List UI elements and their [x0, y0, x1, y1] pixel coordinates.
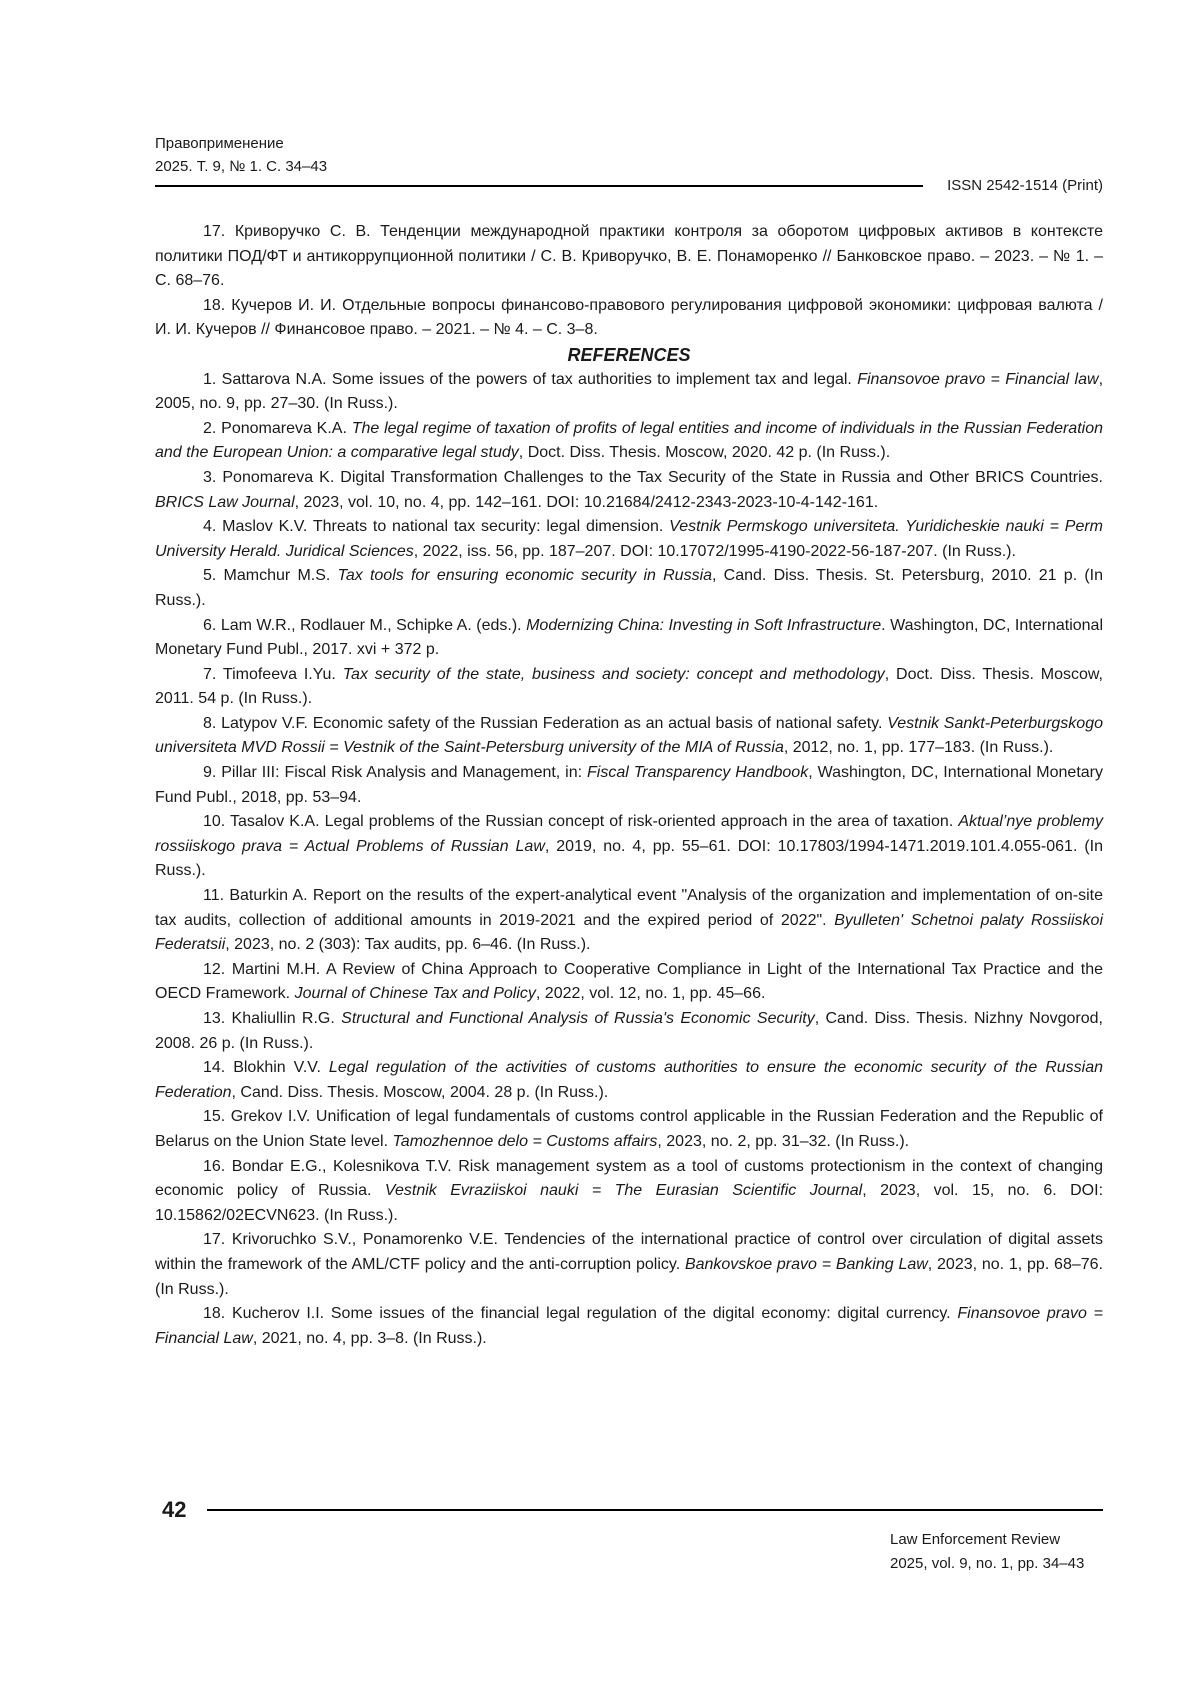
reference-source-title: Finansovoe pravo = Financial Law: [155, 1305, 1103, 1347]
reference-source-title: Finansovoe pravo = Financial law: [857, 370, 1099, 388]
reference-entry: [155, 663, 1103, 712]
reference-source-title: Tax security of the state, business and society: concept and methodology: [342, 665, 885, 683]
page-body: [155, 220, 1103, 1351]
reference-entry: [155, 712, 1103, 761]
running-footer: [890, 1528, 1084, 1576]
reference-text: 7. Timofeeva I.Yu.: [203, 665, 343, 683]
reference-entry: [155, 368, 1103, 417]
reference-details: . Washington, DC, International Monetary Fund Publ., 2017. xvi + 372 p.: [155, 616, 1103, 659]
reference-source-title: Fiscal Transparency Handbook: [587, 764, 809, 782]
reference-entry: [155, 761, 1103, 810]
reference-source-title: Bankovskoe pravo = Banking Law: [684, 1255, 928, 1273]
reference-source-title: Vestnik Sankt-Peterburgskogo universiteta MVD Rossii = Vestnik of the Saint-Petersburg university of the MIA of Russia: [155, 714, 1104, 757]
header-rule: [155, 185, 923, 187]
reference-source-title: The legal regime of taxation of profits of legal entities and income of individuals in the Russian Federation and the European Union: a comparative legal study: [155, 419, 1104, 462]
reference-source-title: Structural and Functional Analysis of Russia's Economic Security: [341, 1010, 815, 1027]
reference-entry: [155, 1228, 1103, 1302]
running-header: [155, 132, 327, 178]
issn-label: ISSN 2542-1514 (Print): [947, 177, 1103, 194]
reference-details: , Cand. Diss. Thesis. Moscow, 2004. 28 p. (In Russ.).: [231, 1083, 609, 1101]
issue-info-ru: 2025. Т. 9, № 1. С. 34–43: [155, 158, 328, 175]
reference-source-title: Aktual’nye problemy rossiiskogo prava = Actual Problems of Russian Law: [155, 813, 1104, 855]
ru-reference-18: 18. Кучеров И. И. Отдельные вопросы финансово-правового регулирования цифровой экономики: цифровая валюта / И. И. Кучеров // Финансовое право. – 2021. – № 4. – С. 3–8.: [155, 296, 1103, 339]
reference-entry: [155, 564, 1103, 613]
reference-source-title: Tamozhennoe delo = Customs affairs: [392, 1132, 658, 1150]
reference-entry: [155, 614, 1103, 663]
reference-source-title: Vestnik Evraziiskoi nauki = The Eurasian Scientific Journal: [384, 1182, 863, 1200]
reference-entry: [155, 810, 1103, 884]
references-list: [155, 368, 1103, 1352]
reference-text: 10. Tasalov K.A. Legal problems of the Russian concept of risk-oriented approach in the area of taxation.: [203, 813, 959, 831]
issue-info-en: 2025, vol. 9, no. 1, pp. 34–43: [890, 1555, 1085, 1572]
reference-text: 8. Latypov V.F. Economic safety of the Russian Federation as an actual basis of national safety.: [203, 714, 888, 732]
reference-entry: [155, 1056, 1103, 1105]
reference-entry: [155, 515, 1103, 564]
reference-text: 2. Ponomareva K.A.: [203, 419, 352, 437]
reference-text: 4. Maslov K.V. Threats to national tax security: legal dimension.: [203, 518, 670, 536]
reference-source-title: Journal of Chinese Tax and Policy: [294, 985, 536, 1003]
reference-entry: [155, 958, 1103, 1007]
footer-rule: [207, 1509, 1103, 1511]
reference-text: 17. Krivoruchko S.V., Ponamorenko V.E. Tendencies of the international practice of control over circulation of digital assets within the framework of the AML/CTF policy and the anti-corruption policy.: [155, 1231, 1103, 1273]
reference-details: , 2023, no. 1, pp. 68–76. (In Russ.).: [155, 1255, 1103, 1298]
ru-reference-17: 17. Криворучко С. В. Тенденции международной практики контроля за оборотом цифровых активов в контексте политики ПОД/ФТ и антикоррупционной политики / С. В. Криворучко, В. Е. Понаморенко // Банковское право. – 2023. – № 1. – С. 68–76.: [155, 223, 1103, 290]
reference-source-title: BRICS Law Journal: [155, 493, 295, 511]
reference-details: , Doct. Diss. Thesis. Moscow, 2020. 42 p. (In Russ.).: [518, 444, 891, 462]
reference-entry: [155, 1155, 1103, 1229]
references-heading: REFERENCES: [567, 344, 691, 365]
reference-entry: [155, 1105, 1103, 1154]
reference-text: 3. Ponomareva K. Digital Transformation Challenges to the Tax Security of the State in Russia and Other BRICS Countries.: [203, 468, 1103, 486]
reference-text: 1. Sattarova N.A. Some issues of the powers of tax authorities to implement tax and legal.: [203, 370, 858, 388]
reference-details: , Cand. Diss. Thesis. St. Petersburg, 2010. 21 p. (In Russ.).: [155, 567, 1104, 609]
reference-details: , Cand. Diss. Thesis. Nizhny Novgorod, 2008. 26 p. (In Russ.).: [155, 1010, 1104, 1052]
reference-text: 11. Baturkin A. Report on the results of the expert-analytical event "Analysis of the organization and implementation of on-site tax audits, collection of additional amounts in 2019-2021 and the expired period of 2022".: [155, 887, 1103, 929]
reference-text: 6. Lam W.R., Rodlauer M., Schipke A. (eds.).: [203, 616, 527, 634]
reference-text: 12. Martini M.H. A Review of China Approach to Cooperative Compliance in Light of the International Tax Practice and the OECD Framework.: [155, 960, 1103, 1003]
reference-source-title: Modernizing China: Investing in Soft Infrastructure: [526, 616, 882, 634]
reference-details: , 2022, iss. 56, pp. 187–207. DOI: 10.17072/1995-4190-2022-56-187-207. (In Russ.).: [413, 542, 1016, 560]
reference-text: 13. Khaliullin R.G.: [203, 1010, 342, 1027]
reference-text: 9. Pillar III: Fiscal Risk Analysis and Management, in:: [203, 764, 587, 782]
reference-source-title: Byulleten' Schetnoi palaty Rossiiskoi Federatsii: [155, 911, 1103, 954]
reference-details: , 2005, no. 9, pp. 27–30. (In Russ.).: [155, 370, 1104, 413]
reference-details: , 2023, no. 2 (303): Tax audits, pp. 6–46. (In Russ.).: [225, 936, 591, 954]
reference-source-title: Vestnik Permskogo universiteta. Yuridicheskie nauki = Perm University Herald. Juridical Sciences: [155, 518, 1103, 560]
reference-details: , Doct. Diss. Thesis. Moscow, 2011. 54 p. (In Russ.).: [155, 665, 1104, 708]
reference-details: , Washington, DC, International Monetary Fund Publ., 2018, pp. 53–94.: [155, 764, 1103, 806]
reference-entry: [155, 417, 1103, 466]
reference-details: , 2019, no. 4, pp. 55–61. DOI: 10.17803/1994-1471.2019.101.4.055-061. (In Russ.).: [155, 837, 1104, 880]
reference-text: 5. Mamchur M.S.: [203, 567, 338, 585]
reference-details: , 2021, no. 4, pp. 3–8. (In Russ.).: [252, 1329, 487, 1347]
reference-entry: [155, 1302, 1103, 1351]
reference-details: , 2022, vol. 12, no. 1, pp. 45–66.: [535, 985, 766, 1003]
reference-text: 14. Blokhin V.V.: [203, 1059, 329, 1077]
journal-title-en: Law Enforcement Review: [890, 1531, 1061, 1548]
reference-entry: [155, 466, 1103, 515]
reference-text: 15. Grekov I.V. Unification of legal fundamentals of customs control applicable in the Russian Federation and the Republic of Belarus on the Union State level.: [155, 1108, 1103, 1150]
reference-source-title: Legal regulation of the activities of customs authorities to ensure the economic security of the Russian Federation: [155, 1059, 1103, 1101]
reference-details: , 2023, vol. 10, no. 4, pp. 142–161. DOI: 10.21684/2412-2343-2023-10-4-142-161.: [294, 493, 879, 511]
reference-details: , 2012, no. 1, pp. 177–183. (In Russ.).: [783, 739, 1054, 757]
reference-details: , 2023, no. 2, pp. 31–32. (In Russ.).: [657, 1132, 910, 1150]
reference-entry: [155, 884, 1103, 958]
reference-entry: [155, 1007, 1103, 1056]
reference-source-title: Tax tools for ensuring economic security in Russia: [337, 567, 713, 585]
reference-text: 18. Kucherov I.I. Some issues of the financial legal regulation of the digital economy: digital currency.: [203, 1305, 958, 1323]
reference-text: 16. Bondar E.G., Kolesnikova T.V. Risk management system as a tool of customs protectionism in the context of changing economic policy of Russia.: [155, 1157, 1103, 1200]
journal-title-ru: Правоприменение: [155, 135, 284, 152]
page-number: 42: [162, 1497, 187, 1522]
reference-details: , 2023, vol. 15, no. 6. DOI: 10.15862/02ECVN623. (In Russ.).: [155, 1182, 1104, 1224]
